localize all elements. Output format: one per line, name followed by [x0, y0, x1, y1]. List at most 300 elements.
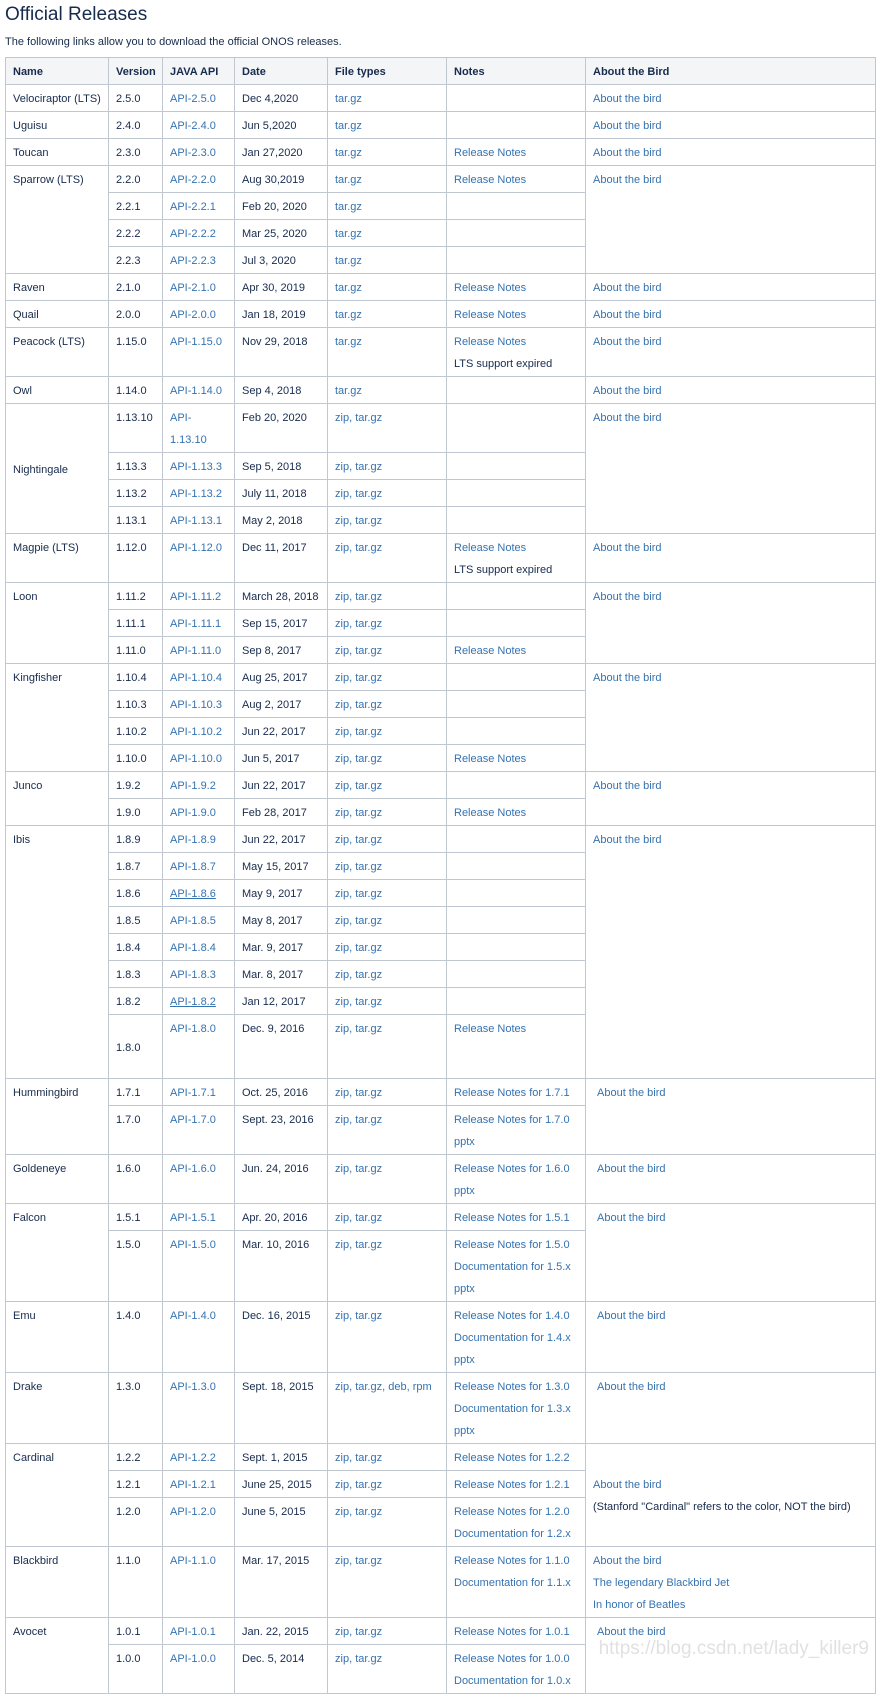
api-link[interactable]: API-1.8.4 — [170, 942, 216, 954]
file-link-zip[interactable]: zip — [335, 591, 350, 603]
file-link-zip[interactable]: zip — [335, 1087, 350, 1099]
table-row — [6, 377, 876, 404]
about-bird-cell — [586, 534, 876, 583]
file-link-zip[interactable]: zip — [335, 861, 350, 873]
file-link-zip[interactable]: zip — [335, 1239, 350, 1251]
about-bird-link[interactable]: About the bird — [597, 1163, 666, 1175]
version-cell: 1.11.1 — [109, 610, 163, 637]
date-cell: Dec. 5, 2014 — [235, 1645, 328, 1694]
notes-link[interactable]: Documentation for 1.2.x — [454, 1528, 571, 1540]
notes-link[interactable]: Release Notes — [454, 336, 527, 348]
notes-link[interactable]: Release Notes for 1.2.2 — [454, 1452, 570, 1464]
about-bird-link[interactable]: The legendary Blackbird Jet — [593, 1577, 730, 1589]
about-bird-link[interactable]: About the bird — [593, 412, 662, 424]
notes-link[interactable]: Documentation for 1.0.x — [454, 1675, 571, 1687]
date-cell: March 28, 2018 — [235, 583, 328, 610]
file-link-tar-gz[interactable]: tar.gz — [355, 726, 383, 738]
file-link-zip[interactable]: zip — [335, 645, 350, 657]
notes-cell — [447, 1547, 586, 1618]
separator: , — [349, 1626, 356, 1638]
separator: , — [349, 834, 356, 846]
date-cell: June 25, 2015 — [235, 1471, 328, 1498]
file-link-zip[interactable]: zip — [335, 1479, 350, 1491]
date-cell: Aug 25, 2017 — [235, 664, 328, 691]
api-link[interactable]: API-2.0.0 — [170, 309, 216, 321]
separator: , — [349, 515, 356, 527]
api-link[interactable]: API-1.8.5 — [170, 915, 216, 927]
api-link[interactable]: API-1.11.0 — [170, 645, 222, 657]
date-cell: Sep 15, 2017 — [235, 610, 328, 637]
file-link-zip[interactable]: zip — [335, 461, 350, 473]
file-types-cell — [328, 583, 447, 610]
api-link[interactable]: API-1.13.2 — [170, 488, 222, 500]
java-api-cell — [163, 1645, 235, 1694]
about-bird-link[interactable]: In honor of Beatles — [593, 1599, 686, 1611]
notes-link[interactable]: Release Notes — [454, 542, 527, 554]
about-bird-link[interactable]: About the bird — [593, 120, 662, 132]
notes-cell — [447, 583, 586, 610]
about-bird-cell — [586, 1547, 876, 1618]
separator: , — [382, 1381, 389, 1393]
file-link-zip[interactable]: zip — [335, 1506, 350, 1518]
api-link[interactable]: API-1.8.3 — [170, 969, 216, 981]
api-link[interactable]: API-1.10.0 — [170, 753, 222, 765]
api-link[interactable]: API-1.0.1 — [170, 1626, 216, 1638]
file-link-tar-gz[interactable]: tar.gz — [355, 591, 383, 603]
release-name: Hummingbird — [6, 1079, 109, 1155]
separator: , — [349, 618, 356, 630]
notes-link[interactable]: pptx — [454, 1354, 475, 1366]
date-cell: Feb 20, 2020 — [235, 404, 328, 453]
api-link[interactable]: API-1.8.0 — [170, 1023, 216, 1035]
file-link-tar-gz[interactable]: tar.gz — [335, 336, 362, 348]
file-link-zip[interactable]: zip — [335, 542, 350, 554]
version-cell: 2.5.0 — [109, 85, 163, 112]
file-link-tar-gz[interactable]: tar.gz — [335, 201, 362, 213]
header-notes: Notes — [447, 58, 586, 85]
java-api-cell — [163, 453, 235, 480]
file-link-tar-gz[interactable]: tar.gz — [355, 1239, 383, 1251]
about-bird-link[interactable]: About the bird — [593, 542, 662, 554]
notes-link[interactable]: Release Notes — [454, 807, 527, 819]
file-link-tar-gz[interactable]: tar.gz — [355, 1212, 383, 1224]
version-cell: 1.8.6 — [109, 880, 163, 907]
file-link-deb[interactable]: deb — [388, 1381, 407, 1393]
file-link-tar-gz[interactable]: tar.gz — [355, 888, 383, 900]
api-link[interactable]: API-1.9.0 — [170, 807, 216, 819]
file-link-tar-gz[interactable]: tar.gz — [355, 1310, 383, 1322]
about-bird-cell — [586, 826, 876, 1079]
separator: , — [349, 1163, 356, 1175]
date-cell: May 2, 2018 — [235, 507, 328, 534]
file-link-zip[interactable]: zip — [335, 834, 350, 846]
about-bird-text: (Stanford "Cardinal" refers to the color, NOT the bird) — [593, 1501, 851, 1513]
api-link[interactable]: API-1.8.7 — [170, 861, 216, 873]
notes-link[interactable]: Release Notes for 1.2.1 — [454, 1479, 570, 1491]
about-bird-link[interactable]: About the bird — [597, 1626, 666, 1638]
notes-link[interactable]: Release Notes for 1.5.1 — [454, 1212, 570, 1224]
file-link-zip[interactable]: zip — [335, 1114, 350, 1126]
file-link-zip[interactable]: zip — [335, 672, 350, 684]
notes-link[interactable]: Release Notes — [454, 753, 527, 765]
about-bird-link[interactable]: About the bird — [593, 780, 662, 792]
java-api-cell — [163, 1231, 235, 1302]
java-api-cell — [163, 1079, 235, 1106]
api-link[interactable]: API-1.2.1 — [170, 1479, 216, 1491]
file-types-cell — [328, 637, 447, 664]
file-link-zip[interactable]: zip — [335, 515, 350, 527]
java-api-cell — [163, 480, 235, 507]
api-link[interactable]: API-2.5.0 — [170, 93, 216, 105]
about-bird-link[interactable]: About the bird — [593, 282, 662, 294]
about-bird-link[interactable]: About the bird — [593, 672, 662, 684]
api-link[interactable]: API-2.3.0 — [170, 147, 216, 159]
file-link-tar-gz[interactable]: tar.gz — [355, 672, 383, 684]
table-row — [6, 664, 876, 691]
api-link[interactable]: API-1.13.3 — [170, 461, 222, 473]
file-link-tar-gz[interactable]: tar.gz — [335, 255, 362, 267]
file-types-cell — [328, 718, 447, 745]
header-name: Name — [6, 58, 109, 85]
version-cell: 1.8.3 — [109, 961, 163, 988]
date-cell: Oct. 25, 2016 — [235, 1079, 328, 1106]
api-link[interactable]: API-2.2.2 — [170, 228, 216, 240]
about-bird-link[interactable]: About the bird — [593, 591, 662, 603]
api-link[interactable]: API-1.4.0 — [170, 1310, 216, 1322]
file-types-cell — [328, 507, 447, 534]
api-link[interactable]: API-1.5.0 — [170, 1239, 216, 1251]
file-link-zip[interactable]: zip — [335, 1310, 350, 1322]
file-link-tar-gz[interactable]: tar.gz — [335, 282, 362, 294]
file-link-zip[interactable]: zip — [335, 1023, 350, 1035]
version-cell: 1.8.4 — [109, 934, 163, 961]
table-row — [6, 139, 876, 166]
api-link[interactable]: API-1.3.0 — [170, 1381, 216, 1393]
notes-link[interactable]: Release Notes for 1.0.0 — [454, 1653, 570, 1665]
releases-table — [5, 57, 876, 1694]
api-link[interactable]: API-1.7.0 — [170, 1114, 216, 1126]
file-link-tar-gz[interactable]: tar.gz — [355, 488, 383, 500]
file-link-zip[interactable]: zip — [335, 780, 350, 792]
file-link-zip[interactable]: zip — [335, 618, 350, 630]
version-cell: 1.11.2 — [109, 583, 163, 610]
api-link[interactable]: API-1.14.0 — [170, 385, 222, 397]
notes-link[interactable]: Release Notes for 1.4.0 — [454, 1310, 570, 1322]
file-link-tar-gz[interactable]: tar.gz — [355, 861, 383, 873]
file-link-tar-gz[interactable]: tar.gz — [355, 969, 383, 981]
about-bird-link[interactable]: About the bird — [593, 147, 662, 159]
file-link-rpm[interactable]: rpm — [412, 1381, 432, 1393]
file-types-cell — [328, 826, 447, 853]
release-name: Blackbird — [6, 1547, 109, 1618]
file-link-tar-gz[interactable]: tar.gz — [335, 309, 362, 321]
file-link-zip[interactable]: zip — [335, 942, 350, 954]
version-cell: 2.1.0 — [109, 274, 163, 301]
file-link-zip[interactable]: zip — [335, 488, 350, 500]
java-api-cell — [163, 934, 235, 961]
notes-link[interactable]: pptx — [454, 1425, 475, 1437]
api-link[interactable]: API-1.0.0 — [170, 1653, 216, 1665]
version-cell: 1.7.0 — [109, 1106, 163, 1155]
file-link-tar-gz[interactable]: tar.gz — [355, 1163, 383, 1175]
file-types-cell — [328, 1645, 447, 1694]
about-bird-link[interactable]: About the bird — [593, 93, 662, 105]
api-link[interactable]: API-1.8.9 — [170, 834, 216, 846]
api-link[interactable]: API-1.10.4 — [170, 672, 222, 684]
file-link-tar-gz[interactable]: tar.gz — [355, 461, 383, 473]
file-link-tar-gz[interactable]: tar.gz — [355, 834, 383, 846]
about-bird-cell — [586, 166, 876, 274]
date-cell: Jun 22, 2017 — [235, 826, 328, 853]
release-name: Raven — [6, 274, 109, 301]
file-link-tar-gz[interactable]: tar.gz — [355, 780, 383, 792]
file-types-cell — [328, 139, 447, 166]
api-link[interactable]: API-1.2.0 — [170, 1506, 216, 1518]
file-link-zip[interactable]: zip — [335, 1626, 350, 1638]
file-types-cell — [328, 691, 447, 718]
about-bird-link[interactable]: About the bird — [593, 174, 662, 186]
version-cell: 1.7.1 — [109, 1079, 163, 1106]
file-link-tar-gz[interactable]: tar.gz — [355, 412, 383, 424]
file-link-tar-gz[interactable]: tar.gz — [355, 996, 383, 1008]
file-types-cell — [328, 274, 447, 301]
about-bird-cell — [586, 112, 876, 139]
separator: , — [349, 672, 356, 684]
file-link-zip[interactable]: zip — [335, 969, 350, 981]
separator: , — [349, 861, 356, 873]
file-link-zip[interactable]: zip — [335, 753, 350, 765]
api-link[interactable]: API-1.8.2 — [170, 996, 216, 1008]
notes-link[interactable]: pptx — [454, 1283, 475, 1295]
file-link-tar-gz[interactable]: tar.gz — [355, 618, 383, 630]
version-cell: 1.10.2 — [109, 718, 163, 745]
version-cell: 1.3.0 — [109, 1373, 163, 1444]
java-api-cell — [163, 1204, 235, 1231]
file-types-cell — [328, 166, 447, 193]
java-api-cell — [163, 274, 235, 301]
java-api-cell — [163, 961, 235, 988]
about-bird-link[interactable]: About the bird — [597, 1381, 666, 1393]
api-link[interactable]: API-1.11.1 — [170, 618, 222, 630]
file-link-tar-gz[interactable]: tar.gz — [335, 385, 362, 397]
api-link[interactable]: API-1.7.1 — [170, 1087, 216, 1099]
notes-link[interactable]: Release Notes for 1.1.0 — [454, 1555, 570, 1567]
file-link-tar-gz[interactable]: tar.gz — [335, 174, 362, 186]
notes-link[interactable]: Release Notes — [454, 147, 527, 159]
version-cell: 1.5.1 — [109, 1204, 163, 1231]
header-file-types: File types — [328, 58, 447, 85]
file-link-zip[interactable]: zip — [335, 888, 350, 900]
separator: , — [349, 969, 356, 981]
file-types-cell — [328, 193, 447, 220]
file-link-tar-gz[interactable]: tar.gz — [355, 1023, 383, 1035]
about-bird-link[interactable]: About the bird — [593, 834, 662, 846]
table-row — [6, 1444, 876, 1471]
file-link-tar-gz[interactable]: tar.gz — [355, 699, 383, 711]
file-link-zip[interactable]: zip — [335, 699, 350, 711]
table-row — [6, 583, 876, 610]
notes-cell — [447, 772, 586, 799]
api-link[interactable]: API-1.10.3 — [170, 699, 222, 711]
separator: , — [349, 1452, 356, 1464]
notes-link[interactable]: Release Notes — [454, 645, 527, 657]
notes-link[interactable]: Release Notes — [454, 282, 527, 294]
file-link-tar-gz[interactable]: tar.gz — [355, 515, 383, 527]
file-link-zip[interactable]: zip — [335, 996, 350, 1008]
file-link-tar-gz[interactable]: tar.gz — [355, 645, 383, 657]
file-link-zip[interactable]: zip — [335, 915, 350, 927]
notes-link[interactable]: pptx — [454, 1185, 475, 1197]
about-bird-link[interactable]: About the bird — [597, 1087, 666, 1099]
about-bird-link[interactable]: About the bird — [593, 385, 662, 397]
file-link-zip[interactable]: zip — [335, 726, 350, 738]
file-link-tar-gz[interactable]: tar.gz — [335, 228, 362, 240]
file-link-tar-gz[interactable]: tar.gz — [355, 807, 383, 819]
release-name: Cardinal — [6, 1444, 109, 1547]
notes-cell — [447, 1079, 586, 1106]
version-cell: 1.13.3 — [109, 453, 163, 480]
java-api-cell — [163, 718, 235, 745]
version-cell: 1.8.9 — [109, 826, 163, 853]
separator: , — [349, 1310, 356, 1322]
api-link[interactable]: API-2.2.1 — [170, 201, 216, 213]
version-cell: 1.8.2 — [109, 988, 163, 1015]
version-cell: 1.0.0 — [109, 1645, 163, 1694]
notes-link[interactable]: pptx — [454, 1136, 475, 1148]
java-api-cell — [163, 988, 235, 1015]
file-link-zip[interactable]: zip — [335, 1381, 350, 1393]
notes-link[interactable]: Release Notes for 1.6.0 — [454, 1163, 570, 1175]
file-link-zip[interactable]: zip — [335, 1212, 350, 1224]
file-link-zip[interactable]: zip — [335, 1555, 350, 1567]
table-row — [6, 85, 876, 112]
notes-link[interactable]: Documentation for 1.5.x — [454, 1261, 571, 1273]
table-row — [6, 166, 876, 193]
separator: , — [349, 542, 356, 554]
notes-link[interactable]: Release Notes for 1.0.1 — [454, 1626, 570, 1638]
api-link[interactable]: API-1.13.1 — [170, 515, 222, 527]
release-name: Uguisu — [6, 112, 109, 139]
notes-link[interactable]: Release Notes for 1.3.0 — [454, 1381, 570, 1393]
file-link-zip[interactable]: zip — [335, 807, 350, 819]
notes-cell — [447, 961, 586, 988]
file-link-tar-gz[interactable]: tar.gz — [335, 147, 362, 159]
file-link-tar-gz[interactable]: tar.gz — [355, 542, 383, 554]
about-bird-cell — [586, 274, 876, 301]
notes-link[interactable]: Documentation for 1.3.x — [454, 1403, 571, 1415]
file-link-tar-gz[interactable]: tar.gz — [335, 120, 362, 132]
file-link-tar-gz[interactable]: tar.gz — [355, 753, 383, 765]
notes-text: LTS support expired — [454, 564, 553, 576]
file-link-tar-gz[interactable]: tar.gz — [355, 1087, 383, 1099]
api-link[interactable]: API-2.2.3 — [170, 255, 216, 267]
separator: , — [349, 1506, 356, 1518]
api-link[interactable]: API-1.5.1 — [170, 1212, 216, 1224]
file-link-tar-gz[interactable]: tar.gz — [355, 1381, 383, 1393]
notes-cell — [447, 301, 586, 328]
file-link-tar-gz[interactable]: tar.gz — [355, 1479, 383, 1491]
java-api-cell — [163, 1498, 235, 1547]
java-api-cell — [163, 772, 235, 799]
about-bird-link[interactable]: About the bird — [593, 336, 662, 348]
separator: , — [349, 1479, 356, 1491]
file-link-tar-gz[interactable]: tar.gz — [355, 1555, 383, 1567]
notes-link[interactable]: Documentation for 1.1.x — [454, 1577, 571, 1589]
api-link[interactable]: API-1.6.0 — [170, 1163, 216, 1175]
notes-link[interactable]: Release Notes for 1.5.0 — [454, 1239, 570, 1251]
api-link[interactable]: API-1.13.10 — [170, 412, 207, 446]
about-bird-link[interactable]: About the bird — [593, 1479, 662, 1491]
version-cell: 2.4.0 — [109, 112, 163, 139]
file-link-tar-gz[interactable]: tar.gz — [355, 1452, 383, 1464]
notes-cell — [447, 1302, 586, 1373]
java-api-cell — [163, 112, 235, 139]
file-link-tar-gz[interactable]: tar.gz — [355, 915, 383, 927]
separator: , — [349, 996, 356, 1008]
file-link-tar-gz[interactable]: tar.gz — [355, 1653, 383, 1665]
file-link-zip[interactable]: zip — [335, 1163, 350, 1175]
intro-text: The following links allow you to download the official ONOS releases. — [5, 36, 342, 48]
file-link-zip[interactable]: zip — [335, 412, 350, 424]
notes-link[interactable]: Release Notes — [454, 1023, 527, 1035]
version-cell: 2.2.2 — [109, 220, 163, 247]
api-link[interactable]: API-1.15.0 — [170, 336, 222, 348]
api-link[interactable]: API-1.2.2 — [170, 1452, 216, 1464]
file-link-tar-gz[interactable]: tar.gz — [355, 1626, 383, 1638]
file-link-tar-gz[interactable]: tar.gz — [355, 1114, 383, 1126]
about-bird-cell — [586, 377, 876, 404]
date-cell: Nov 29, 2018 — [235, 328, 328, 377]
java-api-cell — [163, 220, 235, 247]
date-cell: Jun. 24, 2016 — [235, 1155, 328, 1204]
notes-link[interactable]: Release Notes — [454, 309, 527, 321]
about-bird-link[interactable]: About the bird — [597, 1212, 666, 1224]
notes-cell — [447, 247, 586, 274]
api-link[interactable]: API-1.8.6 — [170, 888, 216, 900]
about-bird-link[interactable]: About the bird — [593, 1555, 662, 1567]
api-link[interactable]: API-1.10.2 — [170, 726, 222, 738]
file-types-cell — [328, 664, 447, 691]
about-bird-link[interactable]: About the bird — [593, 309, 662, 321]
api-link[interactable]: API-2.4.0 — [170, 120, 216, 132]
date-cell: Jun 5,2020 — [235, 112, 328, 139]
notes-cell — [447, 691, 586, 718]
file-link-tar-gz[interactable]: tar.gz — [355, 1506, 383, 1518]
api-link[interactable]: API-1.9.2 — [170, 780, 216, 792]
date-cell: Mar. 10, 2016 — [235, 1231, 328, 1302]
api-link[interactable]: API-1.12.0 — [170, 542, 222, 554]
notes-link[interactable]: Release Notes — [454, 174, 527, 186]
notes-link[interactable]: Release Notes for 1.7.0 — [454, 1114, 570, 1126]
file-link-zip[interactable]: zip — [335, 1452, 350, 1464]
date-cell: Feb 28, 2017 — [235, 799, 328, 826]
file-link-tar-gz[interactable]: tar.gz — [355, 942, 383, 954]
notes-text: LTS support expired — [454, 358, 553, 370]
file-link-zip[interactable]: zip — [335, 1653, 350, 1665]
api-link[interactable]: API-2.1.0 — [170, 282, 216, 294]
watermark: https://blog.csdn.net/lady_killer9 — [598, 1638, 869, 1659]
notes-link[interactable]: Release Notes for 1.7.1 — [454, 1087, 570, 1099]
api-link[interactable]: API-1.1.0 — [170, 1555, 216, 1567]
file-link-tar-gz[interactable]: tar.gz — [335, 93, 362, 105]
notes-link[interactable]: Release Notes for 1.2.0 — [454, 1506, 570, 1518]
api-link[interactable]: API-1.11.2 — [170, 591, 222, 603]
api-link[interactable]: API-2.2.0 — [170, 174, 216, 186]
release-name: Magpie (LTS) — [6, 534, 109, 583]
notes-link[interactable]: Documentation for 1.4.x — [454, 1332, 571, 1344]
about-bird-link[interactable]: About the bird — [597, 1310, 666, 1322]
java-api-cell — [163, 1015, 235, 1079]
